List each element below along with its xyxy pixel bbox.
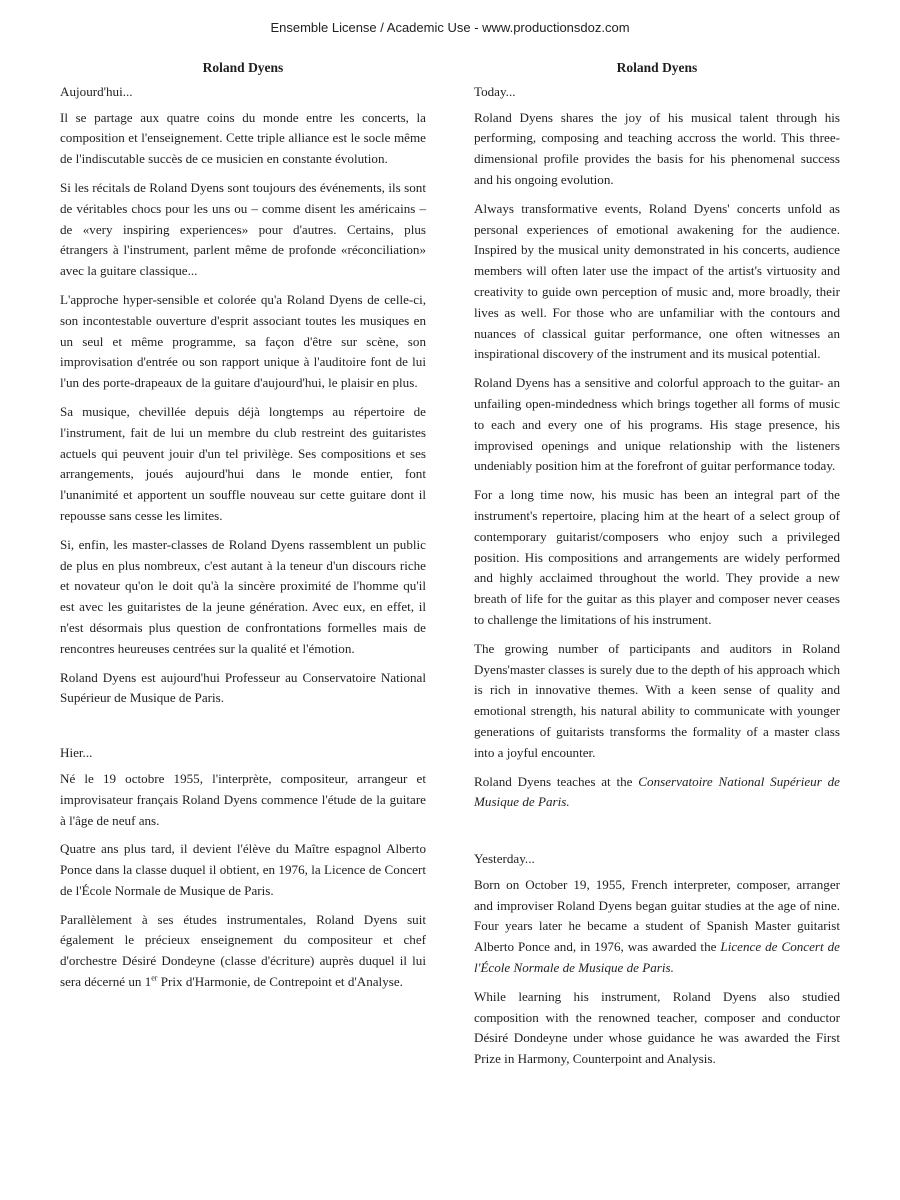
french-prize-superscript: er: [151, 973, 158, 983]
english-born-text: Born on October 19, 1955, French interpreter, composer, arranger and improviser Roland Dyens began guitar studies at the age of nine. Four years later he became a student of Spanish Master guitarist Alberto Ponce and, in 1976, was awarded the: [474, 876, 840, 955]
english-paragraph: [474, 875, 840, 979]
french-paragraph: Sa musique, chevillée depuis déjà longtemps au répertoire de l'instrument, fait de lui un membre du club restreint des guitaristes actuels qui peuvent jouir d'un tel privilège. Ses compositions et ses arrangements, joués aujourd'hui dans le monde entier, font l'unanimité et apportent un souffle nouveau sur cette guitare dont il repousse sans cesse les limites.: [60, 403, 426, 523]
english-licence-italic: Licence de Concert de l'École Normale de Musique de Paris.: [474, 939, 840, 976]
english-paragraph: For a long time now, his music has been an integral part of the instrument's repertoire, placing him at the heart of a select group of contemporary guitarist/composers who enjoy such a privileged position. His compositions and arrangements are widely performed and highly acclaimed throughout the world. They provide a new breath of life for the guitar as this player and composer never ceases to challenge the limitations of his instrument.: [474, 487, 840, 627]
french-yesterday-heading: Hier...: [60, 745, 93, 761]
french-paragraph: Quatre ans plus tard, il devient l'élève du Maître espagnol Alberto Ponce dans la classe duquel il obtient, en 1976, la Licence de Concert de l'École Normale de Musique de Paris.: [60, 841, 426, 898]
english-yesterday-heading: Yesterday...: [474, 851, 535, 867]
french-paragraph: Si les récitals de Roland Dyens sont toujours des événements, ils sont de véritables chocs pour les uns ou – comme disent les américains – de «very inspiring experiences» pour d'autres. Certains, plus étrangers à l'instrument, parlent même de profonde «réconciliation» avec la guitare classique...: [60, 179, 426, 279]
french-today-heading: Aujourd'hui...: [60, 83, 133, 99]
section-spacer: [474, 821, 840, 849]
french-paragraph: Si, enfin, les master-classes de Roland Dyens rassemblent un public de plus en plus nombreux, c'est autant à la teneur d'un discours riche et novateur qu'on le doit qu'à la sincère proximité de l'homme qu'il est avec les guitaristes de la jeune génération. Avec eux, en effet, il n'est désormais plus question de confrontations formelles mais de rencontres heureuses centrées sur la qualité et l'émotion.: [60, 536, 426, 656]
english-title: Roland Dyens: [616, 60, 698, 75]
french-prize-text: Parallèlement à ses études instrumentales, Roland Dyens suit également le précieux enseignement du compositeur et chef d'orchestre Désiré Dondeyne (classe d'écriture) auprès duquel il lui sera décerné un 1: [60, 911, 426, 990]
section-spacer: [60, 717, 426, 743]
english-paragraph: Roland Dyens has a sensitive and colorful approach to the guitar- an unfailing open-mindedness which brings together all forms of music to each and every one of his programs. His stage presence, his improvised openings and unique relationship with the listeners undeniably position him at the forefront of guitar performance today.: [474, 375, 840, 474]
french-paragraph: [60, 910, 426, 993]
english-paragraph: [474, 772, 840, 814]
english-column: [474, 58, 840, 1078]
license-header: Ensemble License / Academic Use - www.productionsdoz.com: [270, 20, 630, 35]
french-column: [60, 58, 426, 1001]
english-paragraph: Always transformative events, Roland Dyens' concerts unfold as personal experiences of emotional awakening for the audience. Inspired by the musical unity demonstrated in his concerts, audience members will often later use the impact of the artist's virtuosity and creativity to guide own perception of music and, more broadly, their lives as well. For those who are unfamiliar with the contours and nuances of classical guitar performance, one often witnesses an inspirational discovery of the instrument and its musical potential.: [474, 200, 840, 362]
french-paragraph: Roland Dyens est aujourd'hui Professeur au Conservatoire National Supérieur de Musique de Paris.: [60, 669, 426, 706]
english-paragraph: Roland Dyens shares the joy of his musical talent through his performing, composing and teaching accross the world. This three-dimensional profile provides the basis for his phenomenal success and his ongoing evolution.: [474, 109, 840, 187]
french-paragraph: Né le 19 octobre 1955, l'interprète, compositeur, arrangeur et improvisateur français Roland Dyens commence l'étude de la guitare à l'âge de neuf ans.: [60, 770, 426, 828]
french-title: Roland Dyens: [202, 60, 284, 75]
french-paragraph: Il se partage aux quatre coins du monde entre les concerts, la composition et l'enseignement. Cette triple alliance est le socle même de l'indiscutable succès de ce musicien en constante évolution.: [60, 109, 426, 167]
english-teaches-text: Roland Dyens teaches at the: [474, 773, 639, 789]
english-conservatoire-italic: Conservatoire National Supérieur de Musique de Paris.: [474, 773, 840, 810]
french-paragraph: L'approche hyper-sensible et colorée qu'a Roland Dyens de celle-ci, son incontestable ouverture d'esprit associant toutes les musiques en un seul et même programme, sa façon d'être sur scène, son improvisation d'entrée ou son rapport unique à l'auditoire font de lui l'un des porte-drapeaux de la guitare d'aujourd'hui, le plaisir en plus.: [60, 291, 426, 391]
french-prize-text-end: Prix d'Harmonie, de Contrepoint et d'Analyse.: [157, 974, 403, 990]
english-today-heading: Today...: [474, 83, 516, 99]
english-paragraph: The growing number of participants and auditors in Roland Dyens'master classes is surely due to the depth of his approach which is rich in innovative themes. With a keen sense of quality and emotional strength, his natural ability to communicate with younger generations of guitarists transforms the formality of a master class into a joyful encounter.: [474, 640, 840, 760]
english-paragraph: While learning his instrument, Roland Dyens also studied composition with the renowned teacher, composer and conductor Désiré Dondeyne under whose guidance he was awarded the First Prize in Harmony, Counterpoint and Analysis.: [474, 988, 840, 1067]
